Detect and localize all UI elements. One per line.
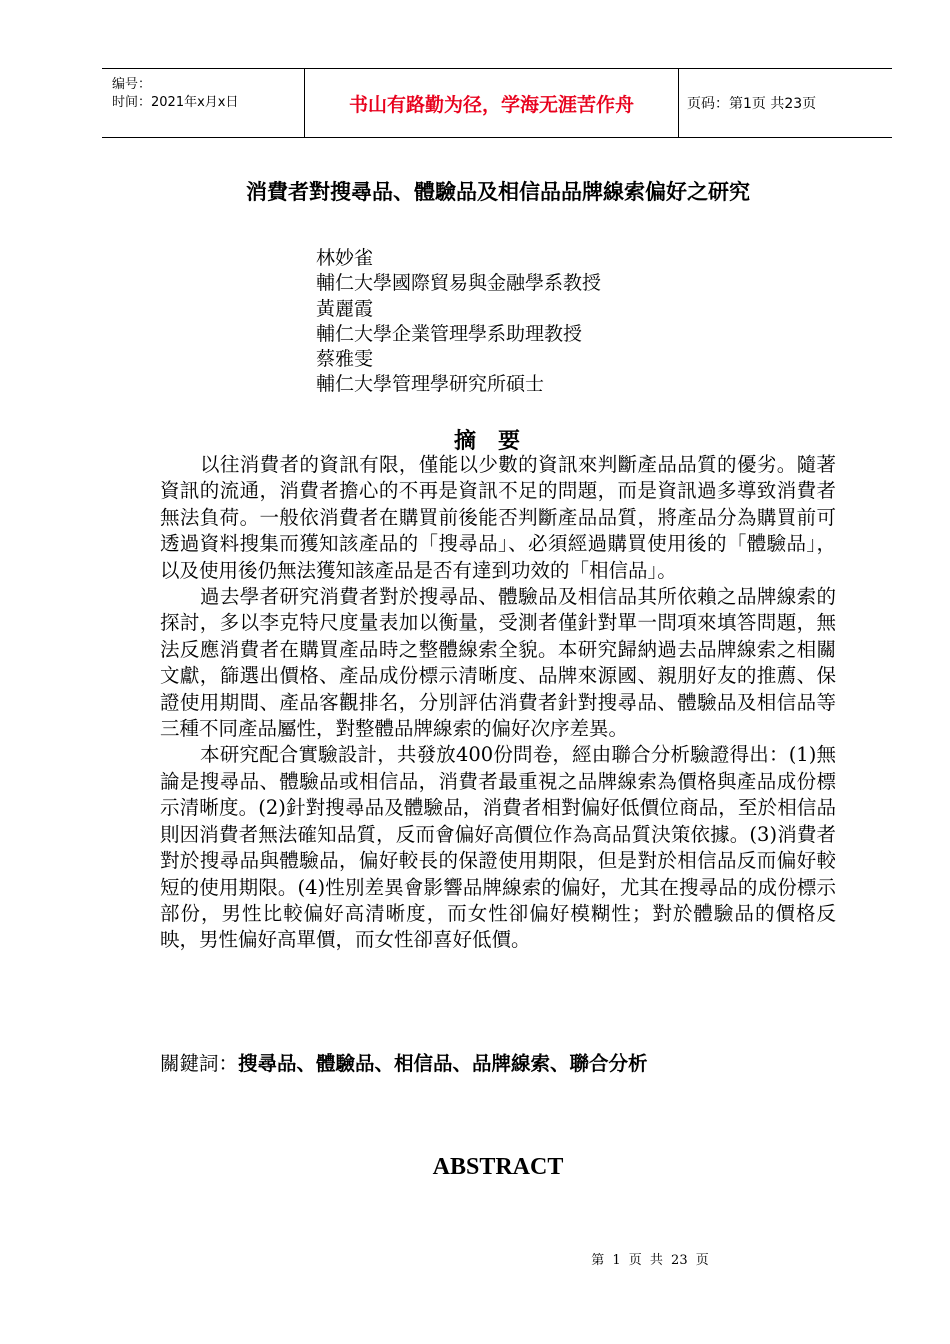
abstract-heading: 摘要 — [453, 429, 542, 454]
keywords-label: 關鍵詞： — [160, 1052, 239, 1075]
keywords-line — [160, 1048, 648, 1076]
page-footer: 第 1 页 共 23 页 — [591, 1253, 709, 1268]
header-time: 时间：2021年x月x日 — [112, 95, 239, 110]
abstract-paragraph: 本研究配合實驗設計，共發放400份問卷，經由聯合分析驗證得出：(1)無論是搜尋品、體驗品或相信品，消費者最重視之品牌線索為價格與產品成份標示清晰度。(2)針對搜尋品及體驗品，消費者相對偏好低價位商品，至於相信品則因消費者無法確知品質，反而會偏好高價位作為高品質決策依據。(3)消費者對於搜尋品與體驗品，偏好較長的保證使用期限，但是對於相信品反而偏好較短的使用期限。(4)性別差異會影響品牌線索的偏好，尤其在搜尋品的成份標示部份，男性比較偏好高清晰度，而女性卻偏好模糊性；對於體驗品的價格反映，男性偏好高單價，而女性卻喜好低價。 — [160, 743, 836, 952]
author-affiliation: 輔仁大學國際貿易與金融學系教授 — [316, 272, 602, 295]
author-name: 林妙雀 — [316, 247, 374, 269]
page-header — [102, 68, 892, 138]
author-affiliation: 輔仁大學企業管理學系助理教授 — [316, 322, 583, 345]
header-motto: 书山有路勤为径，学海无涯苦作舟 — [305, 69, 679, 137]
paper-title: 消費者對搜尋品、體驗品及相信品品牌線索偏好之研究 — [246, 180, 750, 204]
keywords-list: 搜尋品、體驗品、相信品、品牌線索、聯合分析 — [238, 1052, 648, 1075]
header-meta-cell — [102, 69, 305, 137]
author-name: 蔡雅雯 — [316, 348, 374, 371]
abstract-paragraph: 過去學者研究消費者對於搜尋品、體驗品及相信品其所依賴之品牌線索的探討，多以李克特尺度量表加以衡量，受測者僅針對單一問項來填答問題，無法反應消費者在購買產品時之整體線索全貌。本研究歸納過去品牌線索之相關文獻，篩選出價格、產品成份標示清晰度、品牌來源國、親朋好友的推薦、保證使用期間、產品客觀排名，分別評估消費者針對搜尋品、體驗品及相信品等三種不同產品屬性，對整體品牌線索的偏好次序差異。 — [160, 585, 836, 741]
header-number: 编号： — [112, 77, 152, 92]
header-page-number: 页码：第1页 共23页 — [687, 96, 817, 112]
author-block — [316, 246, 601, 398]
author-name: 黃麗霞 — [316, 297, 374, 320]
abstract-english-heading: ABSTRACT — [432, 1154, 564, 1180]
abstract-paragraph: 以往消費者的資訊有限，僅能以少數的資訊來判斷產品品質的優劣。隨著資訊的流通，消費者擔心的不再是資訊不足的問題，而是資訊過多導致消費者無法負荷。一般依消費者在購買前後能否判斷產品品質，將產品分為購買前可透過資料搜集而獲知該產品的「搜尋品」、必須經過購買使用後的「體驗品」，以及使用後仍無法獲知該產品是否有達到功效的「相信品」。 — [160, 453, 836, 582]
author-affiliation: 輔仁大學管理學研究所碩士 — [316, 373, 545, 396]
abstract-body — [160, 452, 836, 954]
